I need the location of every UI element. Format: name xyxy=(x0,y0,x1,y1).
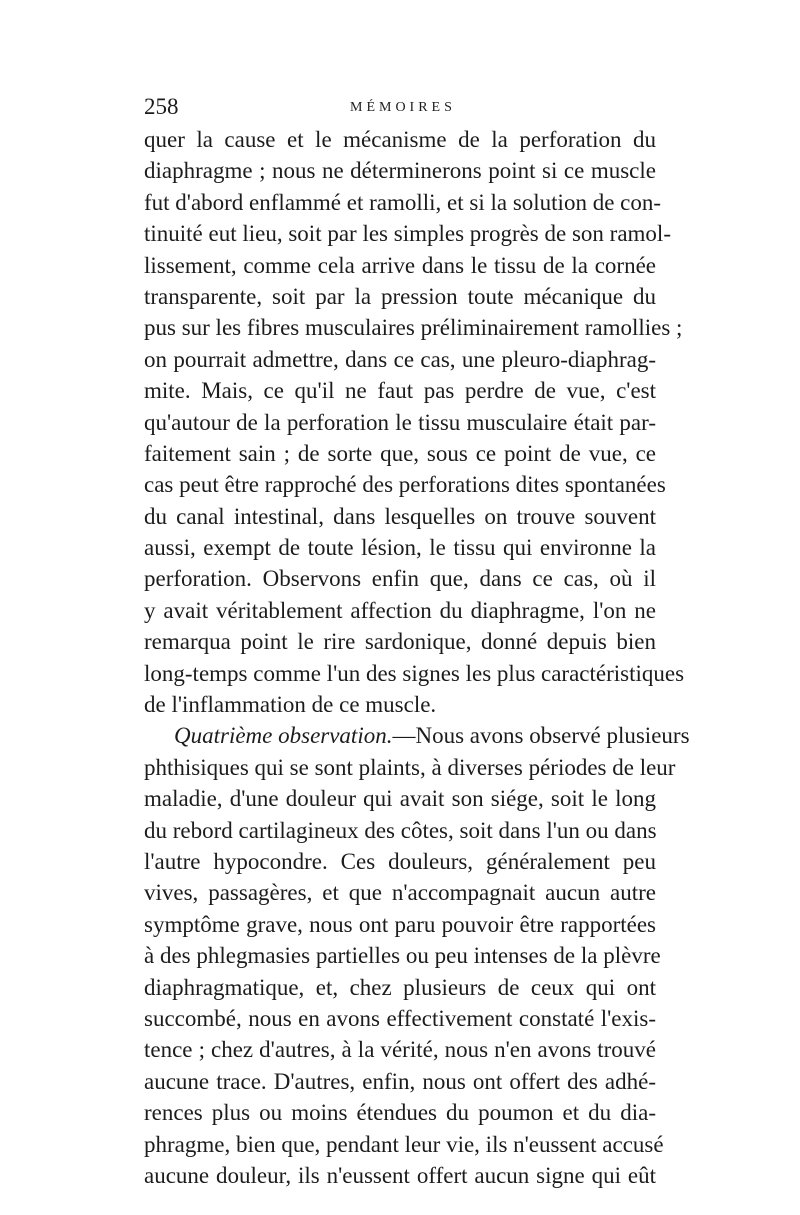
text-line: remarqua point le rire sardonique, donné depuis bien xyxy=(144,629,656,655)
text-line: diaphragmatique, et, chez plusieurs de ceux qui ont xyxy=(144,974,656,1000)
text-line: l'autre hypocondre. Ces douleurs, généralement peu xyxy=(144,848,656,874)
text-line: long-temps comme l'un des signes les plus caractéristiques xyxy=(144,660,685,686)
text-line: maladie, d'une douleur qui avait son siége, soit le long xyxy=(144,786,656,812)
text-line: vives, passagères, et que n'accompagnait aucun autre xyxy=(144,880,656,906)
text-line: qu'autour de la perforation le tissu musculaire était par- xyxy=(144,409,656,435)
paragraph-1 xyxy=(144,124,685,720)
text-line: aucune douleur, ils n'eussent offert aucun signe qui eût xyxy=(144,1162,656,1188)
text-line: y avait véritablement affection du diaphragme, l'on ne xyxy=(144,597,656,623)
running-head: MÉMOIRES xyxy=(350,100,456,115)
text-line: succombé, nous en avons effectivement constaté l'exis- xyxy=(144,1005,656,1031)
text-line: du rebord cartilagineux des côtes, soit dans l'un ou dans xyxy=(144,817,657,843)
text-line: de l'inflammation de ce muscle. xyxy=(144,692,437,718)
text-line: phthisiques qui se sont plaints, à diverses périodes de leur xyxy=(144,754,676,780)
text-line: à des phlegmasies partielles ou peu intenses de la plèvre xyxy=(144,943,661,969)
text-line: aussi, exempt de toute lésion, le tissu qui environne la xyxy=(144,535,656,561)
text-line: lissement, comme cela arrive dans le tissu de la cornée xyxy=(144,252,656,278)
text-line: phragme, bien que, pendant leur vie, ils n'eussent accusé xyxy=(144,1131,664,1157)
text-line: mite. Mais, ce qu'il ne faut pas perdre de vue, c'est xyxy=(144,378,656,404)
text-line: transparente, soit par la pression toute mécanique du xyxy=(144,283,656,309)
text-line: du canal intestinal, dans lesquelles on trouve souvent xyxy=(144,503,656,529)
text-line: perforation. Observons enfin que, dans ce cas, où il xyxy=(144,566,656,592)
text-line: cas peut être rapproché des perforations dites spontanées xyxy=(144,472,666,498)
paragraph-2 xyxy=(144,720,690,1191)
text-line: tinuité eut lieu, soit par les simples progrès de son ramol- xyxy=(144,221,671,247)
page-number: 258 xyxy=(144,94,179,119)
page-header xyxy=(144,94,656,122)
text-line: rences plus ou moins étendues du poumon et du dia- xyxy=(144,1100,656,1126)
first-line-rest: —Nous avons observé plusieurs xyxy=(392,723,690,749)
text-line: diaphragme ; nous ne déterminerons point si ce muscle xyxy=(144,158,656,184)
text-line: on pourrait admettre, dans ce cas, une pleuro-diaphrag- xyxy=(144,346,656,372)
paragraph-2-first-line xyxy=(144,720,690,751)
text-line: pus sur les fibres musculaires préliminairement ramollies ; xyxy=(144,315,683,341)
text-line: faitement sain ; de sorte que, sous ce point de vue, ce xyxy=(144,440,656,466)
text-line: fut d'abord enflammé et ramolli, et si la solution de con- xyxy=(144,189,662,215)
text-line: aucune trace. D'autres, enfin, nous ont offert des adhé- xyxy=(144,1068,656,1094)
body-text xyxy=(144,124,690,1191)
section-heading: Quatrième observation. xyxy=(174,723,393,749)
text-line: quer la cause et le mécanisme de la perforation du xyxy=(144,127,656,152)
text-line: symptôme grave, nous ont paru pouvoir être rapportées xyxy=(144,911,656,937)
text-line: tence ; chez d'autres, à la vérité, nous n'en avons trouvé xyxy=(144,1037,656,1063)
